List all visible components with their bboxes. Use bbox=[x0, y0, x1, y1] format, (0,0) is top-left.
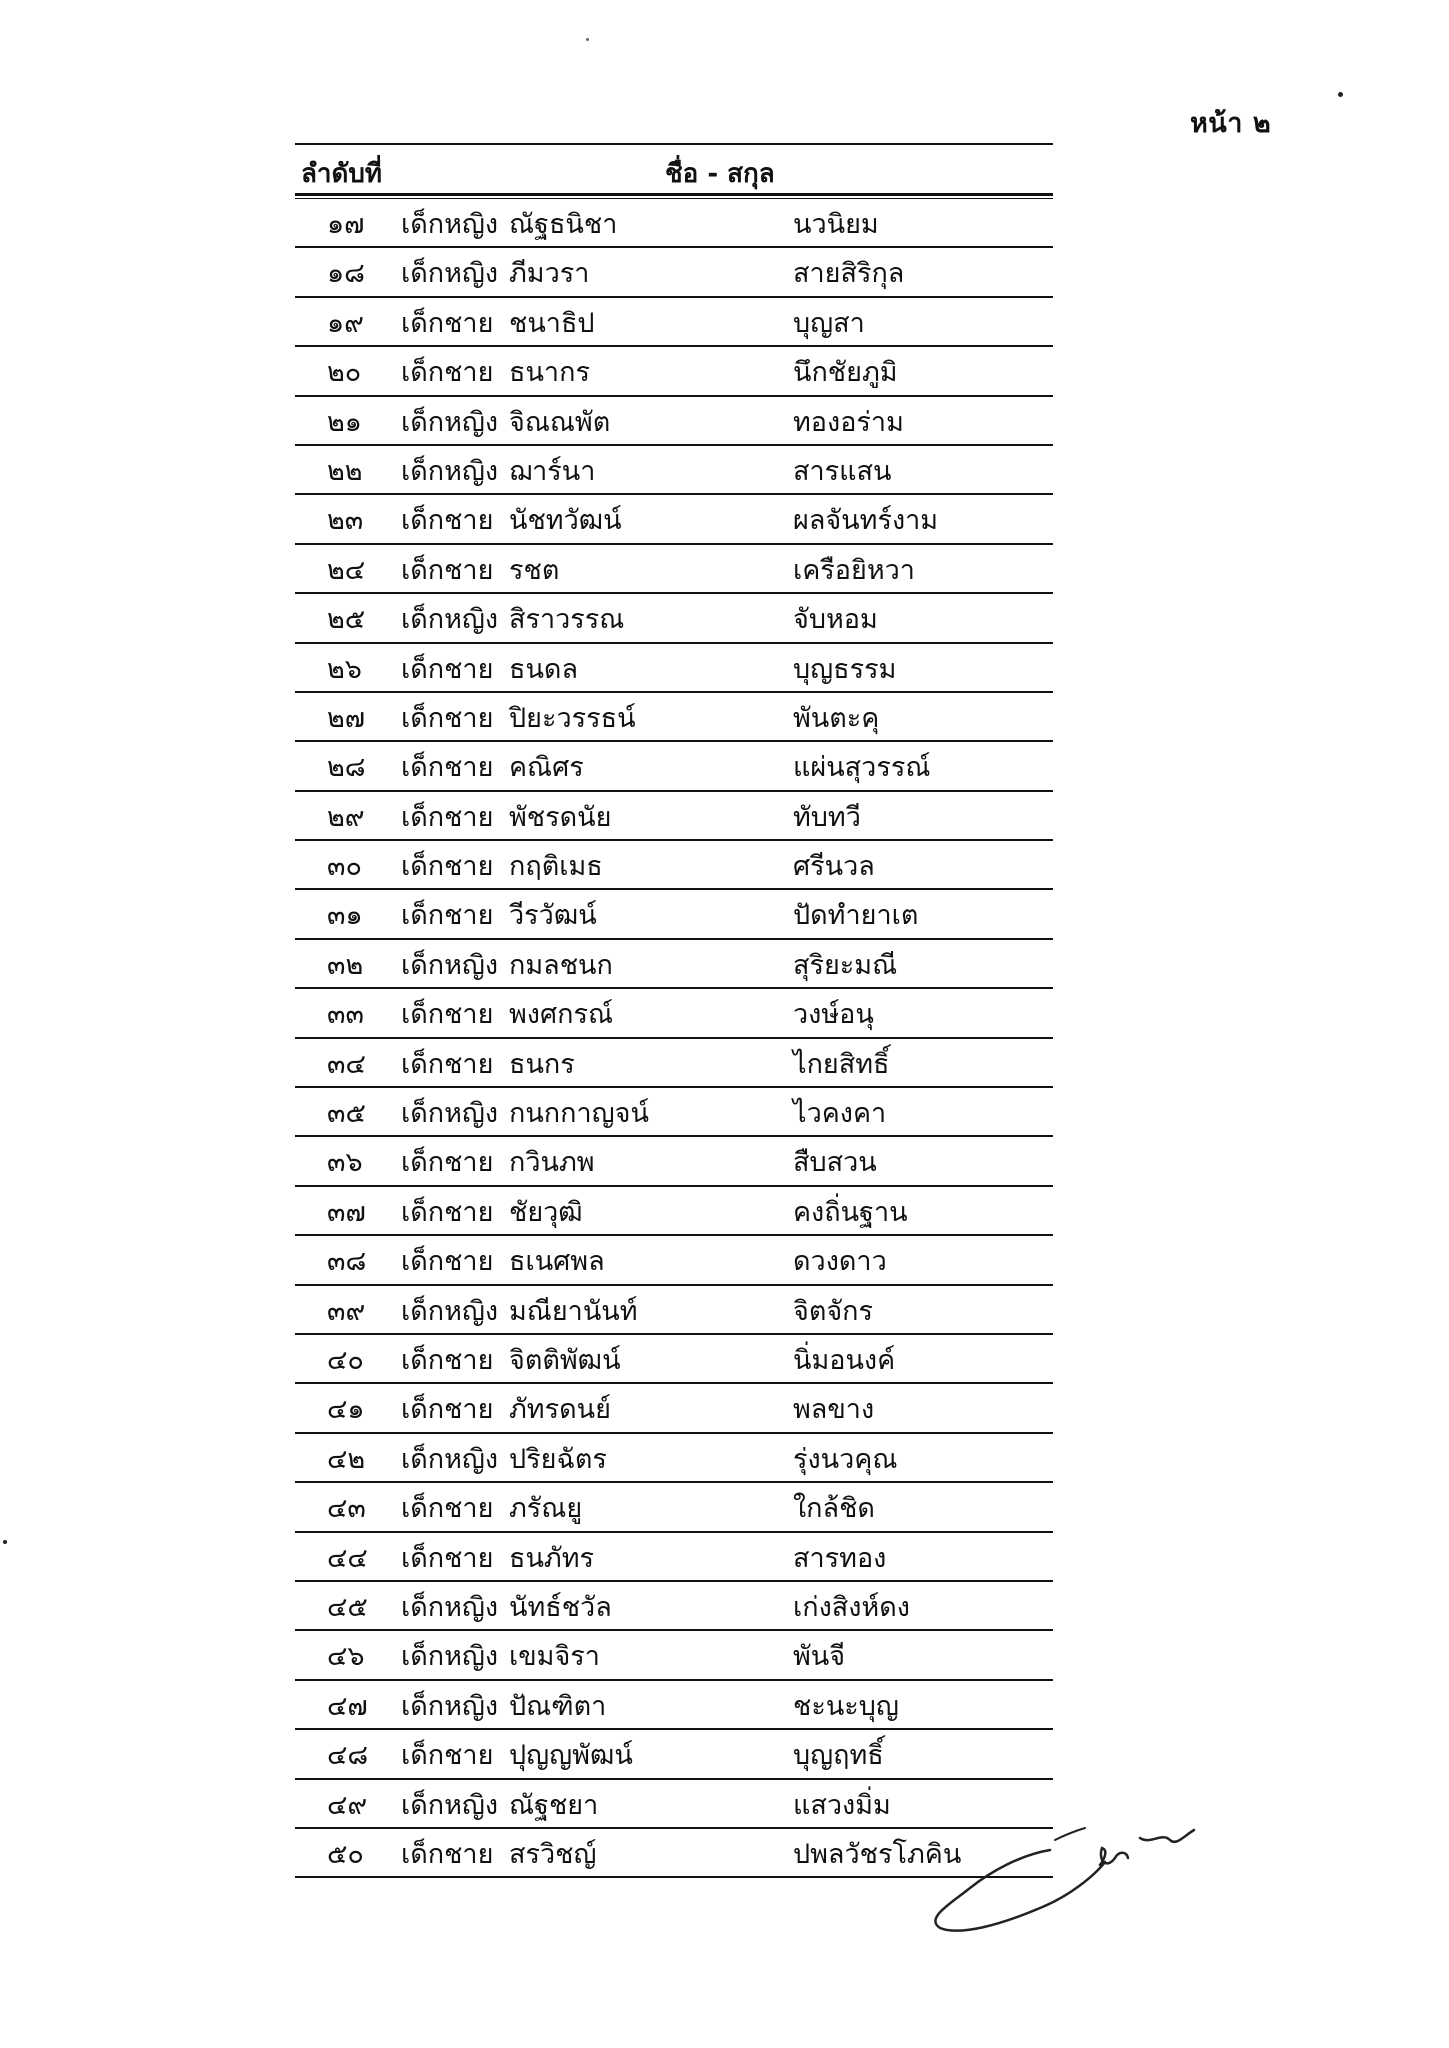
row-first-name: ธนดล bbox=[509, 653, 579, 685]
row-last-name: นึกชัยภูมิ bbox=[793, 357, 898, 389]
table-row bbox=[295, 199, 1053, 248]
row-last-name: ทับทวี bbox=[793, 801, 861, 833]
row-last-name: นิ่มอนงค์ bbox=[793, 1344, 896, 1376]
row-last-name: ดวงดาว bbox=[793, 1246, 887, 1278]
table-row bbox=[295, 693, 1053, 742]
table-row bbox=[295, 1039, 1053, 1088]
row-last-name: เก่งสิงห์ดง bbox=[793, 1591, 910, 1623]
row-title: เด็กชาย bbox=[401, 1246, 494, 1278]
table-row bbox=[295, 545, 1053, 594]
row-title: เด็กชาย bbox=[401, 653, 494, 685]
table-row bbox=[295, 248, 1053, 297]
table-row bbox=[295, 1730, 1053, 1779]
row-first-name: สิราวรรณ bbox=[509, 604, 625, 636]
row-last-name: วงษ์อนุ bbox=[793, 999, 874, 1031]
row-title: เด็กหญิง bbox=[401, 604, 499, 636]
table-row bbox=[295, 890, 1053, 939]
row-last-name: สืบสวน bbox=[793, 1147, 877, 1179]
row-first-name: นัชทวัฒน์ bbox=[509, 505, 622, 537]
row-title: เด็กหญิง bbox=[401, 1443, 499, 1475]
row-first-name: ปริยฉัตร bbox=[509, 1443, 607, 1475]
row-last-name: คงถิ่นฐาน bbox=[793, 1196, 908, 1228]
row-last-name: สายสิริกุล bbox=[793, 258, 905, 290]
row-last-name: ชะนะบุญ bbox=[793, 1690, 899, 1722]
handwritten-signature bbox=[930, 1810, 1230, 1970]
row-last-name: แสวงมิ่ม bbox=[793, 1789, 891, 1821]
row-first-name: นัทธ์ชวัล bbox=[509, 1591, 612, 1623]
row-first-name: ธเนศพล bbox=[509, 1246, 605, 1278]
row-first-name: ณัฐชยา bbox=[509, 1789, 599, 1821]
row-title: เด็กชาย bbox=[401, 1147, 494, 1179]
table-row bbox=[295, 1434, 1053, 1483]
row-title: เด็กหญิง bbox=[401, 1789, 499, 1821]
row-title: เด็กหญิง bbox=[401, 258, 499, 290]
row-title: เด็กชาย bbox=[401, 1493, 494, 1525]
row-last-name: เครือยิหวา bbox=[793, 554, 915, 586]
row-first-name: ธนภัทร bbox=[509, 1542, 595, 1574]
row-first-name: จิตติพัฒน์ bbox=[509, 1344, 621, 1376]
row-title: เด็กหญิง bbox=[401, 949, 499, 981]
row-first-name: ชัยวุฒิ bbox=[509, 1196, 583, 1228]
row-first-name: ปุญญพัฒน์ bbox=[509, 1740, 633, 1772]
table-row bbox=[295, 644, 1053, 693]
row-title: เด็กชาย bbox=[401, 1740, 494, 1772]
row-number: ๔๘ bbox=[327, 1740, 369, 1772]
row-number: ๔๑ bbox=[327, 1394, 365, 1426]
table-row bbox=[295, 989, 1053, 1038]
row-first-name: คณิศร bbox=[509, 752, 584, 784]
row-last-name: บุญฤทธิ์ bbox=[793, 1740, 884, 1772]
row-first-name: สรวิชญ์ bbox=[509, 1838, 597, 1870]
scan-speck bbox=[1338, 92, 1343, 97]
row-last-name: พันจี bbox=[793, 1641, 846, 1673]
row-first-name: ภรัณยู bbox=[509, 1493, 583, 1525]
row-first-name: รชต bbox=[509, 554, 560, 586]
row-number: ๔๕ bbox=[327, 1591, 368, 1623]
table-row bbox=[295, 1187, 1053, 1236]
row-last-name: ศรีนวล bbox=[793, 851, 875, 883]
row-title: เด็กชาย bbox=[401, 1196, 494, 1228]
row-last-name: ปัดทำยาเต bbox=[793, 900, 919, 932]
row-last-name: สุริยะมณี bbox=[793, 949, 898, 981]
row-title: เด็กชาย bbox=[401, 752, 494, 784]
row-last-name: นวนิยม bbox=[793, 209, 879, 240]
row-title: เด็กชาย bbox=[401, 1542, 494, 1574]
row-title: เด็กชาย bbox=[401, 1048, 494, 1080]
row-number: ๒๙ bbox=[327, 801, 365, 833]
row-first-name: มณียานันท์ bbox=[509, 1295, 638, 1327]
row-last-name: รุ่งนวคุณ bbox=[793, 1443, 898, 1475]
row-last-name: บุญสา bbox=[793, 307, 865, 339]
row-first-name: เขมจิรา bbox=[509, 1641, 600, 1673]
table-row bbox=[295, 1483, 1053, 1532]
row-number: ๒๑ bbox=[327, 406, 362, 438]
row-number: ๑๙ bbox=[327, 307, 364, 339]
table-row bbox=[295, 594, 1053, 643]
row-number: ๒๗ bbox=[327, 702, 366, 734]
row-last-name: ทองอร่าม bbox=[793, 406, 904, 438]
row-last-name: พันตะคุ bbox=[793, 702, 880, 734]
row-title: เด็กชาย bbox=[401, 1344, 494, 1376]
table-header bbox=[295, 145, 1053, 193]
row-number: ๔๒ bbox=[327, 1443, 366, 1475]
table-row bbox=[295, 397, 1053, 446]
row-number: ๑๗ bbox=[327, 209, 365, 240]
row-number: ๓๓ bbox=[327, 999, 364, 1031]
table-row bbox=[295, 1286, 1053, 1335]
row-title: เด็กชาย bbox=[401, 505, 494, 537]
row-number: ๑๘ bbox=[327, 258, 365, 290]
row-last-name: ไวคงคา bbox=[793, 1098, 887, 1130]
row-title: เด็กชาย bbox=[401, 357, 494, 389]
row-number: ๒๓ bbox=[327, 505, 364, 537]
row-number: ๓๔ bbox=[327, 1048, 366, 1080]
table-row bbox=[295, 841, 1053, 890]
row-title: เด็กชาย bbox=[401, 801, 494, 833]
row-number: ๓๗ bbox=[327, 1196, 366, 1228]
row-last-name: ปพลวัชรโภคิน bbox=[793, 1838, 962, 1870]
row-last-name: จิตจักร bbox=[793, 1295, 874, 1327]
row-title: เด็กชาย bbox=[401, 851, 494, 883]
row-title: เด็กหญิง bbox=[401, 1295, 499, 1327]
row-last-name: ใกล้ชิด bbox=[793, 1493, 875, 1525]
header-number: ลำดับที่ bbox=[301, 159, 383, 189]
row-last-name: ไกยสิทธิ์ bbox=[793, 1048, 890, 1080]
table-body bbox=[295, 199, 1053, 1878]
row-first-name: ธนากร bbox=[509, 357, 590, 389]
row-title: เด็กชาย bbox=[401, 1838, 494, 1870]
row-title: เด็กหญิง bbox=[401, 406, 499, 438]
row-last-name: สารทอง bbox=[793, 1542, 887, 1574]
row-number: ๒๒ bbox=[327, 455, 363, 487]
table-row bbox=[295, 1681, 1053, 1730]
row-number: ๕๐ bbox=[327, 1838, 364, 1870]
row-first-name: ธนกร bbox=[509, 1048, 575, 1080]
row-first-name: ณัฐธนิชา bbox=[509, 209, 618, 240]
header-name: ชื่อ - สกุล bbox=[665, 159, 775, 189]
row-number: ๒๔ bbox=[327, 554, 366, 586]
row-first-name: ชนาธิป bbox=[509, 307, 595, 339]
row-title: เด็กชาย bbox=[401, 307, 494, 339]
row-first-name: ภัทรดนย์ bbox=[509, 1394, 611, 1426]
table-row bbox=[295, 940, 1053, 989]
row-number: ๓๙ bbox=[327, 1295, 366, 1327]
row-number: ๒๘ bbox=[327, 752, 366, 784]
row-first-name: ปัณฑิตา bbox=[509, 1690, 607, 1722]
row-first-name: จิณณพัต bbox=[509, 406, 611, 438]
row-first-name: พัชรดนัย bbox=[509, 801, 612, 833]
table-row bbox=[295, 1088, 1053, 1137]
table-row bbox=[295, 1533, 1053, 1582]
table-row bbox=[295, 1236, 1053, 1285]
row-first-name: ปิยะวรรธน์ bbox=[509, 702, 636, 734]
row-first-name: ภีมวรา bbox=[509, 258, 590, 290]
row-last-name: จับหอม bbox=[793, 604, 878, 636]
row-number: ๓๖ bbox=[327, 1147, 363, 1179]
row-number: ๓๕ bbox=[327, 1098, 366, 1130]
row-first-name: กวินภพ bbox=[509, 1147, 595, 1179]
row-title: เด็กชาย bbox=[401, 999, 494, 1031]
table-row bbox=[295, 742, 1053, 791]
row-number: ๔๙ bbox=[327, 1789, 368, 1821]
table-row bbox=[295, 298, 1053, 347]
row-number: ๓๒ bbox=[327, 949, 364, 981]
row-title: เด็กหญิง bbox=[401, 1641, 499, 1673]
row-number: ๒๕ bbox=[327, 604, 366, 636]
table-row bbox=[295, 1137, 1053, 1186]
row-number: ๔๔ bbox=[327, 1542, 368, 1574]
table-row bbox=[295, 1582, 1053, 1631]
table-row bbox=[295, 446, 1053, 495]
table-row bbox=[295, 1384, 1053, 1433]
row-title: เด็กชาย bbox=[401, 554, 494, 586]
student-roster-table bbox=[295, 143, 1053, 1878]
row-number: ๒๐ bbox=[327, 357, 362, 389]
table-row bbox=[295, 792, 1053, 841]
row-title: เด็กหญิง bbox=[401, 1591, 499, 1623]
row-number: ๔๓ bbox=[327, 1493, 366, 1525]
row-first-name: กนกกาญจน์ bbox=[509, 1098, 649, 1130]
row-title: เด็กหญิง bbox=[401, 1690, 499, 1722]
row-first-name: ฌาร์นา bbox=[509, 455, 596, 487]
row-last-name: สารแสน bbox=[793, 455, 892, 487]
row-first-name: วีรวัฒน์ bbox=[509, 900, 597, 932]
row-title: เด็กหญิง bbox=[401, 209, 499, 240]
row-title: เด็กชาย bbox=[401, 702, 494, 734]
scan-speck bbox=[586, 38, 589, 41]
row-last-name: พลขาง bbox=[793, 1394, 875, 1426]
scan-speck bbox=[3, 1540, 7, 1544]
row-title: เด็กชาย bbox=[401, 900, 494, 932]
row-last-name: ผลจันทร์งาม bbox=[793, 505, 939, 537]
row-number: ๔๖ bbox=[327, 1641, 365, 1673]
table-row bbox=[295, 495, 1053, 544]
row-number: ๓๐ bbox=[327, 851, 362, 883]
row-last-name: บุญธรรม bbox=[793, 653, 897, 685]
row-title: เด็กหญิง bbox=[401, 1098, 499, 1130]
row-first-name: พงศกรณ์ bbox=[509, 999, 614, 1031]
row-number: ๒๖ bbox=[327, 653, 362, 685]
row-title: เด็กหญิง bbox=[401, 455, 499, 487]
row-number: ๓๑ bbox=[327, 900, 363, 932]
row-last-name: แผ่นสุวรรณ์ bbox=[793, 752, 931, 784]
table-row bbox=[295, 347, 1053, 396]
row-first-name: กฤติเมธ bbox=[509, 851, 603, 883]
page-number: หน้า ๒ bbox=[1190, 108, 1272, 139]
row-number: ๔๗ bbox=[327, 1690, 368, 1722]
row-number: ๔๐ bbox=[327, 1344, 364, 1376]
table-row bbox=[295, 1631, 1053, 1680]
row-first-name: กมลชนก bbox=[509, 949, 613, 981]
row-title: เด็กชาย bbox=[401, 1394, 494, 1426]
table-row bbox=[295, 1335, 1053, 1384]
row-number: ๓๘ bbox=[327, 1246, 367, 1278]
